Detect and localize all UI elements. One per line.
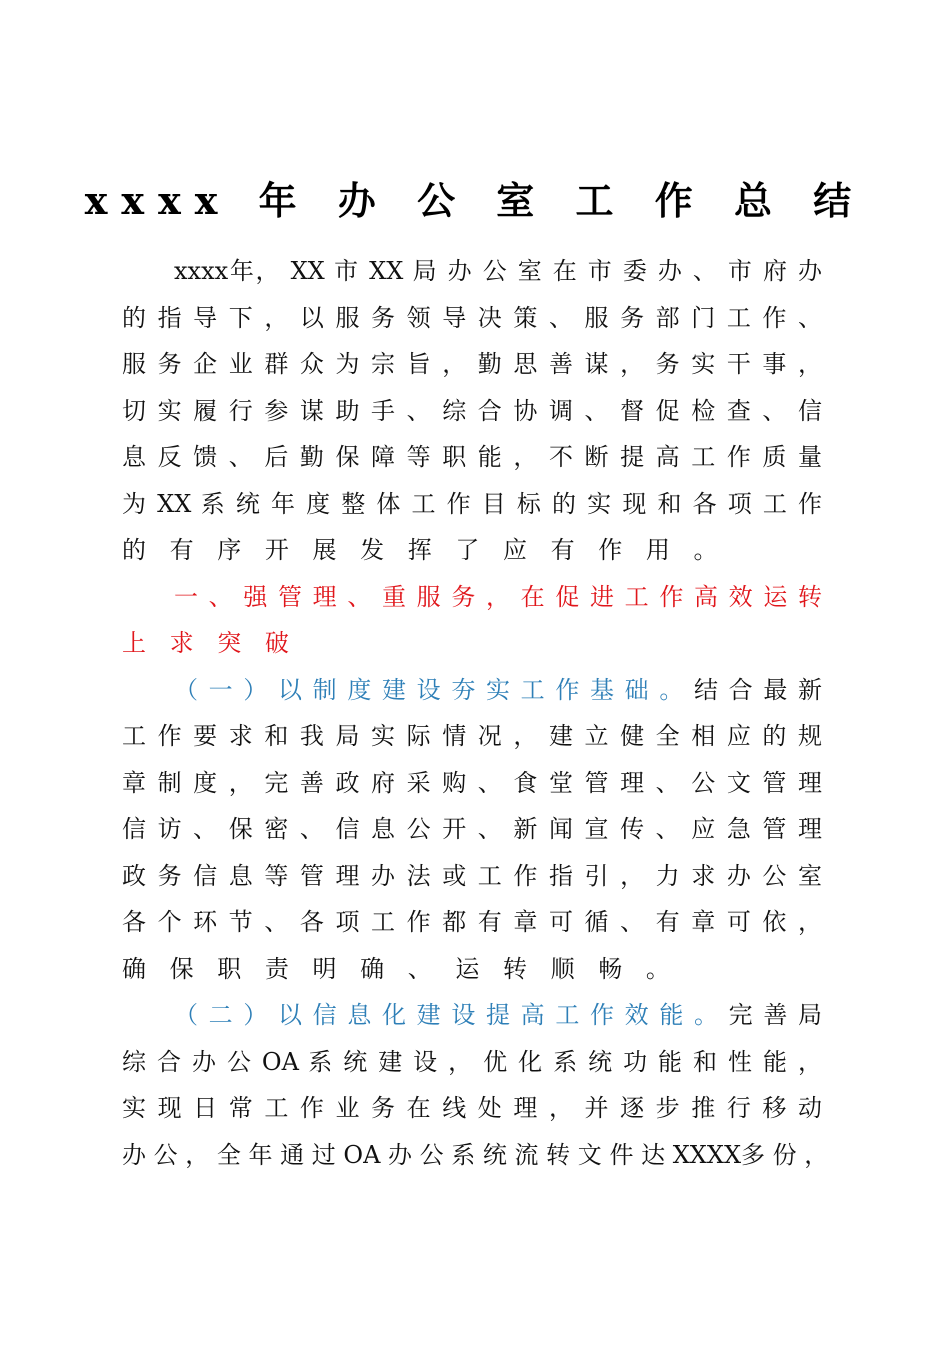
subsection-lead-text: 结 合 最 新 [694, 675, 822, 704]
body-line: 的 有 序 开 展 发 挥 了 应 有 作 用 。 [122, 536, 726, 564]
document-body [122, 248, 829, 1178]
body-line: 各 个 环 节 、 各 项 工 作 都 有 章 可 循 、 有 章 可 依 ， [122, 908, 822, 936]
body-line: 的 指 导 下 ， 以 服 务 领 导 决 策 、 服 务 部 门 工 作 、 [122, 303, 822, 332]
body-line: 实 现 日 常 工 作 业 务 在 线 处 理 ， 并 逐 步 推 行 移 动 [122, 1094, 822, 1122]
section-heading-line: 上 求 突 破 [122, 629, 297, 657]
subsection-title: （ 二 ） 以 信 息 化 建 设 提 高 工 作 效 能 。 [174, 1001, 720, 1029]
body-line: 确 保 职 责 明 确 、 运 转 顺 畅 。 [122, 954, 678, 983]
subsection-lead-line [122, 667, 822, 714]
body-line: 政 务 信 息 等 管 理 办 法 或 工 作 指 引 ， 力 求 办 公 室 [122, 861, 822, 890]
body-line: 章 制 度 ， 完 善 政 府 采 购 、 食 堂 管 理 、 公 文 管 理 [122, 768, 822, 797]
body-line: 息 反 馈 、 后 勤 保 障 等 职 能 ， 不 断 提 高 工 作 质 量 [122, 443, 822, 471]
body-line: 综 合 办 公 OA 系 统 建 设 ， 优 化 系 统 功 能 和 性 能 ， [122, 1047, 822, 1076]
subsection-lead-text: 完 善 局 [728, 1001, 822, 1029]
subsection-lead-line [122, 992, 822, 1039]
document-title: xxxx 年 办 公 室 工 作 总 结 [84, 178, 866, 223]
body-line: xxxx年， XX 市 XX 局 办 公 室 在 市 委 办 、 市 府 办 [174, 257, 822, 285]
body-line: 切 实 履 行 参 谋 助 手 、 综 合 协 调 、 督 促 检 查 、 信 [122, 396, 822, 425]
section-heading-line: 一 、 强 管 理 、 重 服 务 ， 在 促 进 工 作 高 效 运 转 [174, 582, 822, 611]
subsection-title: （ 一 ） 以 制 度 建 设 夯 实 工 作 基 础 。 [174, 675, 685, 704]
body-line: 信 访 、 保 密 、 信 息 公 开 、 新 闻 宣 传 、 应 急 管 理 [122, 815, 822, 843]
body-line: 服 务 企 业 群 众 为 宗 旨 ， 勤 思 善 谋 ， 务 实 干 事 ， [122, 350, 822, 378]
body-line: 为 XX 系 统 年 度 整 体 工 作 目 标 的 实 现 和 各 项 工 作 [122, 489, 822, 518]
body-line: 工 作 要 求 和 我 局 实 际 情 况 ， 建 立 健 全 相 应 的 规 [122, 722, 822, 750]
body-line: 办 公 ， 全 年 通 过 OA 办 公 系 统 流 转 文 件 达 XXXX多 份 ， [122, 1140, 829, 1169]
